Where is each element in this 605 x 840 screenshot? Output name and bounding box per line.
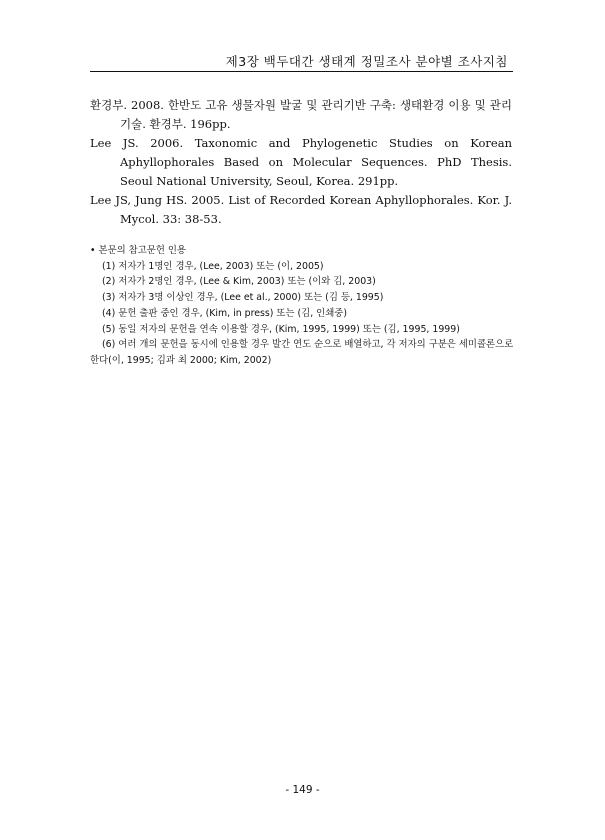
reference-item: Lee JS. 2006. Taxonomic and Phylogenetic Studies on Korean Aphyllophorales Based on Molecular Sequences. PhD Thesis. Seoul National University, Seoul, Korea. 291pp. — [90, 136, 512, 188]
reference-item: Lee JS, Jung HS. 2005. List of Recorded Korean Aphyllophorales. Kor. J. Mycol. 33: 38-53. — [90, 193, 512, 226]
reference-item: 환경부. 2008. 한반도 고유 생물자원 발굴 및 관리기반 구축: 생태환경 이용 및 관리기술. 환경부. 196pp. — [90, 98, 512, 131]
citation-note-item: (1) 저자가 1명인 경우, (Lee, 2003) 또는 (이, 2005) — [102, 260, 324, 272]
citation-note-item: (6) 여러 개의 문헌을 동시에 인용할 경우 발간 연도 순으로 배열하고, 각 저자의 구분은 세미콜론으로 한다(이, 1995; 김과 최 2000; Kim, 2002) — [90, 339, 514, 366]
citation-notes — [90, 243, 515, 369]
citation-note-item: (4) 문헌 출판 중인 경우, (Kim, in press) 또는 (김, 인쇄중) — [102, 307, 348, 319]
page-number: - 149 - — [285, 784, 320, 796]
citation-notes-title: • 본문의 참고문헌 인용 — [90, 245, 186, 256]
citation-note-item: (2) 저자가 2명인 경우, (Lee & Kim, 2003) 또는 (이와 김, 2003) — [102, 276, 376, 288]
reference-list — [90, 96, 512, 229]
page-header-title: 제3장 백두대간 생태계 정밀조사 분야별 조사지침 — [225, 54, 508, 69]
citation-note-item: (5) 동일 저자의 문헌을 연속 이용할 경우, (Kim, 1995, 1999) 또는 (김, 1995, 1999) — [102, 323, 460, 335]
header-rule — [90, 71, 513, 72]
citation-note-item: (3) 저자가 3명 이상인 경우, (Lee et al., 2000) 또는 (김 등, 1995) — [102, 292, 384, 304]
